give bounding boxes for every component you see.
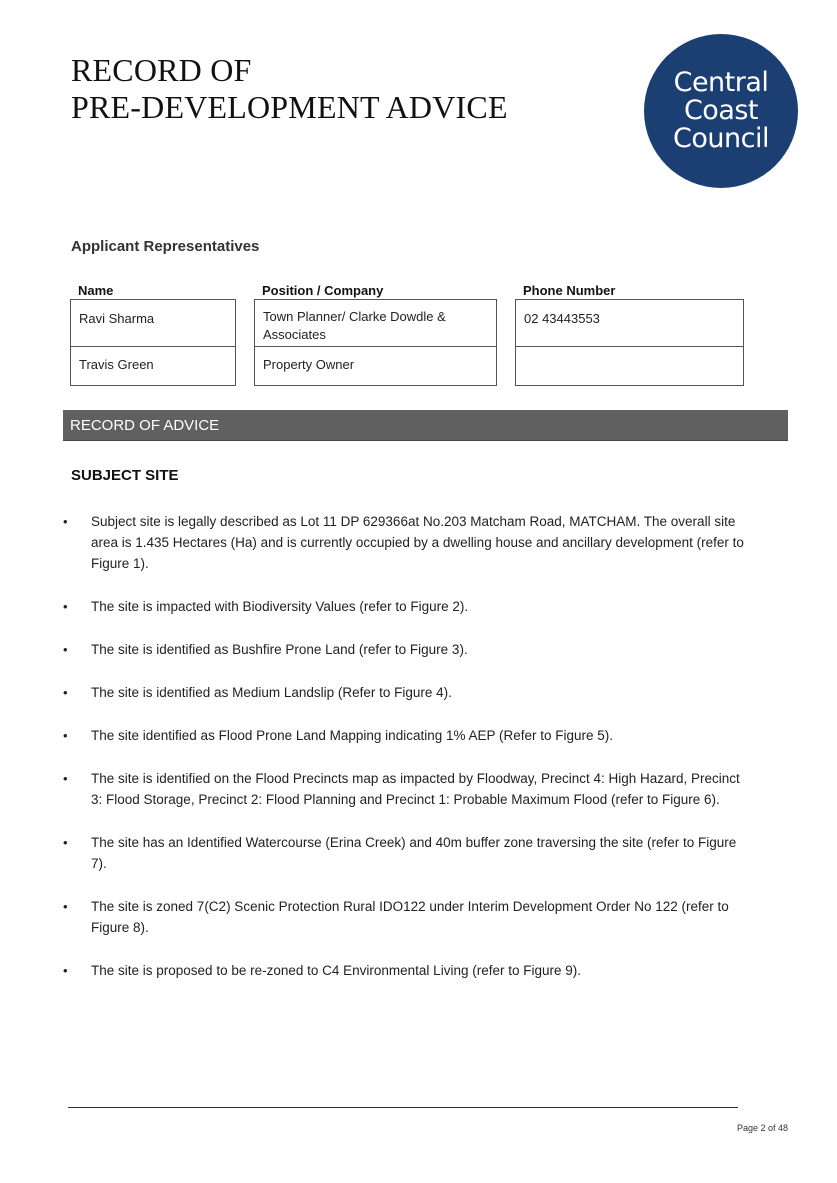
phone-cell [516,347,743,385]
position-table [254,299,497,386]
list-item-text: The site has an Identified Watercourse (Erina Creek) and 40m buffer zone traversing the site (refer to Figure 7). [91,835,737,871]
bullet-icon: • [63,899,68,914]
bullet-icon: • [63,599,68,614]
bullet-icon: • [63,642,68,657]
name-table [70,299,236,386]
phone-column-header: Phone Number [523,283,616,298]
position-column [254,283,497,386]
list-item [60,639,750,660]
list-item-text: The site is proposed to be re-zoned to C4 Environmental Living (refer to Figure 9). [91,963,581,978]
name-column [70,283,236,386]
subject-site-heading: SUBJECT SITE [71,467,179,484]
phone-cell: 02 43443553 [516,300,743,347]
list-item-text: The site is impacted with Biodiversity Values (refer to Figure 2). [91,599,469,614]
name-column-header: Name [78,283,114,298]
list-item [60,960,750,981]
list-item [60,896,750,938]
bullet-icon: • [63,835,68,850]
bullet-icon: • [63,728,68,743]
footer-divider [68,1107,738,1108]
list-item [60,511,750,574]
position-column-header: Position / Company [262,283,384,298]
list-item [60,682,750,703]
list-item [60,725,750,746]
title-line-2: PRE-DEVELOPMENT ADVICE [71,89,508,125]
bullet-icon: • [63,963,68,978]
phone-table [515,299,744,386]
document-title [71,52,508,126]
logo-text-1: Central [673,67,769,98]
position-cell: Town Planner/ Clarke Dowdle & Associates [255,300,496,347]
applicant-representatives-heading: Applicant Representatives [71,238,260,255]
title-line-1: RECORD OF [71,52,252,88]
subject-site-list [60,511,750,1003]
position-cell: Property Owner [263,357,355,372]
bullet-icon: • [63,771,68,786]
list-item-text: The site is identified as Bushfire Prone Land (refer to Figure 3). [91,642,468,657]
list-item-text: The site identified as Flood Prone Land Mapping indicating 1% AEP (Refer to Figure 5). [91,728,614,743]
list-item-text: The site is identified as Medium Landslip (Refer to Figure 4). [91,685,452,700]
phone-column [515,283,744,386]
name-cell: Travis Green [79,357,154,372]
page-number: Page 2 of 48 [736,1123,788,1133]
logo-text-2: Coast [683,95,759,126]
list-item [60,768,750,810]
bullet-icon: • [63,685,68,700]
logo-text-3: Council [673,123,769,154]
bullet-icon: • [63,514,68,529]
list-item-text: The site is zoned 7(C2) Scenic Protection Rural IDO122 under Interim Development Order No 122 (refer to Figure 8). [91,899,729,935]
list-item [60,596,750,617]
record-of-advice-banner: RECORD OF ADVICE [63,410,788,441]
list-item-text: Subject site is legally described as Lot 11 DP 629366at No.203 Matcham Road, MATCHAM. The overall site area is 1.435 Hectares (Ha) and is currently occupied by a dwelling house and ancillary development (refer to Figure 1). [91,514,744,571]
list-item-text: The site is identified on the Flood Precincts map as impacted by Floodway, Precinct 4: High Hazard, Precinct 3: Flood Storage, Precinct 2: Flood Planning and Precinct 1: Probable Maximum Flood (refer to Figure 6). [91,771,740,807]
council-logo [644,34,798,188]
name-cell: Ravi Sharma [71,300,235,347]
list-item [60,832,750,874]
